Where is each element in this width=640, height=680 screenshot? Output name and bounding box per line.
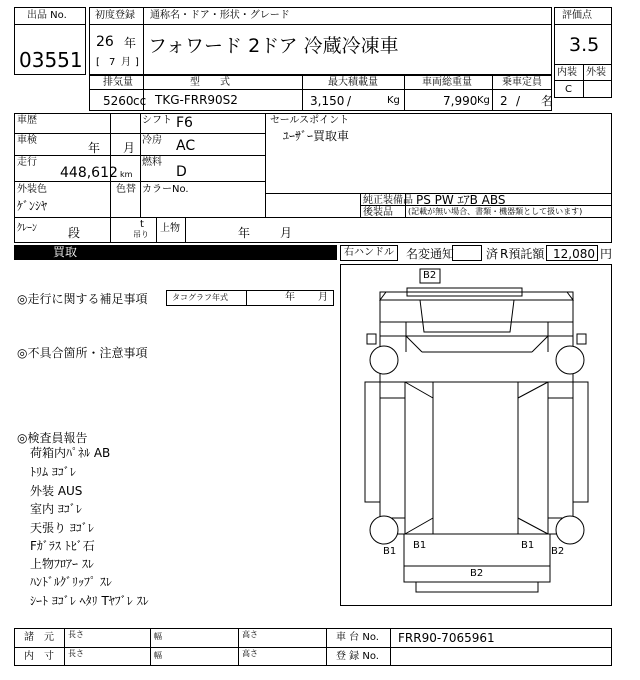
interior-grade: C <box>565 84 572 95</box>
spec-height-label: 高さ <box>242 630 258 639</box>
damage-mark-right-box: B1 <box>521 540 535 551</box>
history-label: 車歴 <box>17 115 37 126</box>
capacity-value: 2 <box>500 94 508 108</box>
section-bar <box>116 245 337 260</box>
sales-point-label: セールスポイント <box>270 115 350 126</box>
capacity-slash: / <box>516 94 521 108</box>
lot-number: 03551 <box>19 48 83 72</box>
fuel-label: 燃料 <box>142 157 162 168</box>
crane-hook: 吊り <box>133 230 149 239</box>
color-change-label: 色替 <box>116 184 136 195</box>
driving-notes-label: ◎走行に関する補足事項 <box>17 292 148 306</box>
damage-mark-top: B2 <box>423 270 437 281</box>
aftermarket-note: (記載が無い場合、書類・機器類として扱います) <box>408 207 583 216</box>
inspector-line: 室内 ﾖｺﾞﾚ <box>30 502 82 516</box>
spec-length-label: 長さ <box>68 630 84 639</box>
inspector-line: ﾄﾘﾑ ﾖｺﾞﾚ <box>30 465 76 479</box>
registration-year: 26 <box>96 34 114 50</box>
vehicle-model-name: フォワード 2ドア 冷蔵冷凍車 <box>148 35 399 57</box>
gross-weight-label: 車両総重量 <box>422 77 472 88</box>
mileage-value: 448,612 <box>60 165 118 181</box>
inspection-year-unit: 年 <box>88 141 101 155</box>
ac-value: AC <box>176 138 196 154</box>
crane-stage-unit: 段 <box>68 226 81 240</box>
model-code-label: 型 式 <box>190 77 230 88</box>
crane-label: ｸﾚｰﾝ <box>17 223 37 234</box>
inspector-line: 天張り ﾖｺﾞﾚ <box>30 521 94 535</box>
damage-mark-left-rear: B1 <box>383 546 397 557</box>
max-load-label: 最大積載量 <box>328 77 378 88</box>
inspector-report-label: ◎検査員報告 <box>17 431 88 445</box>
exterior-grade-label: 外装 <box>586 67 606 78</box>
inspector-line: 外装 AUS <box>30 484 83 498</box>
upper-body-month-unit: 月 <box>280 226 293 240</box>
upper-body-label: 上物 <box>160 223 180 234</box>
damage-mark-rear: B2 <box>470 568 484 579</box>
gross-weight-unit: Kg <box>477 95 490 106</box>
color-label: 外装色 <box>17 184 47 195</box>
crane-t: t <box>140 219 144 230</box>
spec-width-label: 幅 <box>154 632 162 641</box>
lot-number-label: 出品 No. <box>27 10 67 21</box>
upper-body-year-unit: 年 <box>238 226 251 240</box>
shift-label: シフト <box>142 115 172 126</box>
score-value: 3.5 <box>569 34 600 56</box>
inspector-line: 荷箱内ﾊﾟﾈﾙ AB <box>30 446 111 460</box>
vehicle-name-label: 通称名・ドア・形状・グレード <box>150 10 290 21</box>
model-code: TKG-FRR90S2 <box>155 93 238 107</box>
inner-length-label: 長さ <box>68 649 84 658</box>
recycle-unit: 円 <box>600 247 613 261</box>
damage-mark-left-box: B1 <box>413 540 427 551</box>
capacity-label: 乗車定員 <box>502 77 542 88</box>
registration-month-close: ] <box>135 57 139 68</box>
inspector-line: ﾊﾝﾄﾞﾙｸﾞﾘｯﾌﾟ ｽﾚ <box>30 575 112 589</box>
inner-size-label: 内 寸 <box>24 651 54 662</box>
color-value: ｹﾞﾝｼﾔ <box>17 199 48 213</box>
inner-height-label: 高さ <box>242 649 258 658</box>
fee-mark: 済 <box>486 247 499 261</box>
inspector-line: ｼｰﾄ ﾖｺﾞﾚ ﾍﾀﾘ Tﾔﾌﾞﾚ ｽﾚ <box>30 594 149 608</box>
max-load-unit: Kg <box>387 95 400 106</box>
sale-type-bar: 買取 <box>14 245 116 260</box>
handle-value: 右ハンドル <box>344 247 394 258</box>
displacement-unit: cc <box>133 94 147 108</box>
genuine-equipment-label: 純正装備品 <box>363 195 413 206</box>
registration-number-label: 登 録 No. <box>336 651 379 662</box>
aftermarket-label: 後装品 <box>363 207 393 218</box>
genuine-equipment-value: PS PW ｴｱB ABS <box>416 193 506 207</box>
gross-weight-value: 7,990 <box>443 94 478 108</box>
recycle-value: 12,080 <box>553 247 595 261</box>
registration-month: 7 <box>109 57 116 68</box>
registration-month-unit: 月 <box>121 57 131 68</box>
name-change-box <box>452 245 482 261</box>
max-load-slash: / <box>347 94 352 108</box>
interior-grade-label: 内装 <box>557 67 577 78</box>
fuel-value: D <box>176 164 187 180</box>
tachograph-month-unit: 月 <box>318 292 328 303</box>
first-registration-label: 初度登録 <box>95 10 135 21</box>
ac-label: 冷房 <box>142 135 162 146</box>
damage-mark-right-rear: B2 <box>551 546 565 557</box>
name-change-label: 名変通知 <box>406 247 455 261</box>
displacement-label: 排気量 <box>103 77 133 88</box>
inspector-line: 上物ﾌﾛｱｰ ｽﾚ <box>30 557 94 571</box>
inspection-label: 車検 <box>17 135 37 146</box>
displacement-value: 5260 <box>103 94 134 108</box>
inspection-month-unit: 月 <box>123 141 136 155</box>
sales-point-value: ﾕｰｻﾞｰ買取車 <box>283 129 350 143</box>
max-load-value: 3,150 <box>310 94 345 108</box>
tachograph-label: タコグラフ年式 <box>172 293 228 302</box>
tachograph-year-unit: 年 <box>285 292 295 303</box>
inspector-line: Fｶﾞﾗｽ ﾄﾋﾞ石 <box>30 539 95 553</box>
recycle-label: R預託額 <box>500 247 545 261</box>
score-label: 評価点 <box>562 10 592 21</box>
shift-value: F6 <box>176 115 193 131</box>
capacity-unit: 名 <box>541 94 554 108</box>
color-number-label: カラーNo. <box>142 184 189 195</box>
defects-label: ◎不具合箇所・注意事項 <box>17 346 148 360</box>
mileage-label: 走行 <box>17 157 37 168</box>
mileage-unit: km <box>120 170 133 179</box>
inner-width-label: 幅 <box>154 651 162 660</box>
registration-year-unit: 年 <box>124 36 137 50</box>
chassis-number-label: 車 台 No. <box>336 632 379 643</box>
specs-footer-label: 諸 元 <box>24 632 54 643</box>
registration-month-open: [ <box>96 57 100 68</box>
truck-diagram-frame <box>340 264 612 606</box>
chassis-number: FRR90-7065961 <box>398 631 495 645</box>
